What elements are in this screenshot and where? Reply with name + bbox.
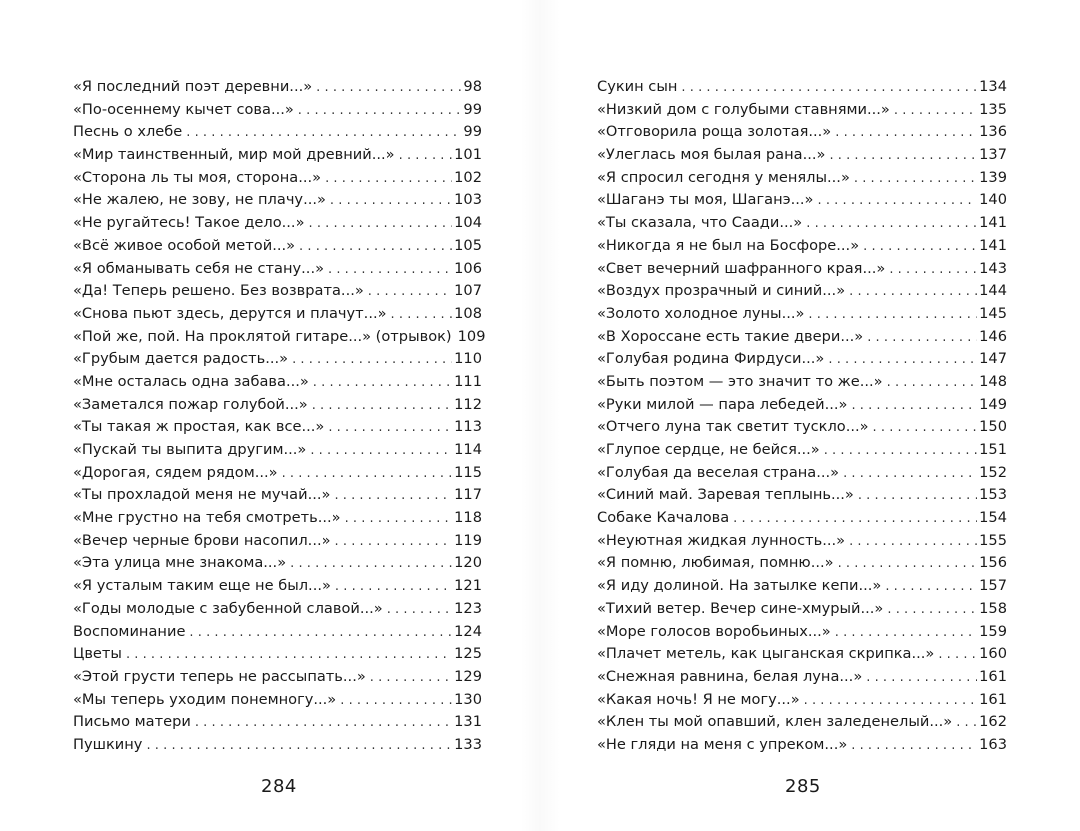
toc-entry-page: 163 xyxy=(979,735,1007,753)
dot-leader xyxy=(824,440,977,463)
dot-leader xyxy=(195,712,452,735)
toc-entry-title: «Да! Теперь решено. Без возврата...» xyxy=(73,282,364,300)
toc-entry-page: 121 xyxy=(454,577,482,595)
toc-entry xyxy=(73,189,482,212)
dot-leader xyxy=(387,599,452,622)
toc-entry xyxy=(597,326,1007,349)
dot-leader xyxy=(189,622,452,645)
toc-entry xyxy=(73,326,486,349)
toc-entry-page: 117 xyxy=(454,486,482,504)
toc-entry xyxy=(597,734,1007,757)
toc-entry-page: 133 xyxy=(454,735,482,753)
toc-entry xyxy=(597,76,1007,99)
toc-entry-page: 113 xyxy=(454,418,482,436)
dot-leader xyxy=(733,508,977,531)
toc-entry-page: 131 xyxy=(454,713,482,731)
toc-entry-title: «Не жалею, не зову, не плачу...» xyxy=(73,191,326,209)
toc-entry xyxy=(597,394,1007,417)
toc-entry-title: «Я иду долиной. На затылке кепи...» xyxy=(597,577,882,595)
toc-entry-title: «Сторона ль ты моя, сторона...» xyxy=(73,168,322,186)
dot-leader xyxy=(804,690,978,713)
toc-entry-title: «Снежная равнина, белая луна...» xyxy=(597,667,863,685)
dot-leader xyxy=(843,463,977,486)
toc-entry-page: 158 xyxy=(979,599,1007,617)
dot-leader xyxy=(126,644,452,667)
toc-entry-title: «Заметался пожар голубой...» xyxy=(73,395,308,413)
toc-entry-title: «Мы теперь уходим понемногу...» xyxy=(73,690,337,708)
toc-entry-page: 119 xyxy=(454,531,482,549)
dot-leader xyxy=(290,553,452,576)
toc-entry xyxy=(73,416,482,439)
toc-entry-title: «По-осеннему кычет сова...» xyxy=(73,100,294,118)
toc-entry-title: «Пускай ты выпита другим...» xyxy=(73,441,307,458)
toc-entry-title: «Этой грусти теперь не рассыпать...» xyxy=(73,667,366,685)
dot-leader xyxy=(873,417,978,440)
toc-entry-page: 148 xyxy=(979,372,1007,390)
toc-entry-title: «Я спросил сегодня у менялы...» xyxy=(597,168,850,186)
toc-entry-page: 106 xyxy=(454,259,482,277)
dot-leader xyxy=(292,349,452,372)
toc-entry xyxy=(73,462,482,485)
toc-entry-page: 139 xyxy=(979,168,1007,186)
toc-entry-title: Письмо матери xyxy=(73,713,191,731)
toc-entry-title: «Плачет метель, как цыганская скрипка...» xyxy=(597,645,935,663)
toc-entry-title: «Грубым дается радость...» xyxy=(73,350,289,368)
toc-entry-page: 102 xyxy=(454,168,482,186)
toc-entry xyxy=(73,598,482,621)
toc-entry xyxy=(597,621,1007,644)
toc-entry xyxy=(597,99,1007,122)
toc-entry xyxy=(73,303,482,326)
toc-entry-title: «Не гляди на меня с упреком...» xyxy=(597,735,848,753)
toc-entry-page: 146 xyxy=(979,327,1007,345)
dot-leader xyxy=(858,485,977,508)
toc-entry-title: «Глупое сердце, не бейся...» xyxy=(597,441,820,458)
toc-entry-title: «Не ругайтесь! Такое дело...» xyxy=(73,214,305,232)
dot-leader xyxy=(309,213,453,236)
toc-entry xyxy=(597,144,1007,167)
dot-leader xyxy=(186,122,461,145)
dot-leader xyxy=(370,667,452,690)
toc-entry xyxy=(597,121,1007,144)
toc-entry-page: 157 xyxy=(979,577,1007,595)
toc-entry-title: «Я усталым таким еще не был...» xyxy=(73,577,331,595)
toc-entry-page: 130 xyxy=(454,690,482,708)
toc-entry-title: Сукин сын xyxy=(597,78,678,95)
dot-leader xyxy=(391,304,453,327)
toc-entry-page: 107 xyxy=(454,282,482,300)
toc-entry xyxy=(597,689,1007,712)
toc-entry-title: «Вечер черные брови насопил...» xyxy=(73,531,331,549)
dot-leader xyxy=(851,395,977,418)
dot-leader xyxy=(863,236,977,259)
toc-entry-title: Песнь о хлебе xyxy=(73,123,183,141)
toc-entry xyxy=(73,530,482,553)
toc-entry xyxy=(597,711,1007,734)
toc-entry-page: 151 xyxy=(979,441,1007,458)
dot-leader xyxy=(849,531,977,554)
toc-entry xyxy=(597,666,1007,689)
toc-entry xyxy=(73,621,482,644)
dot-leader xyxy=(835,122,977,145)
toc-entry-page: 162 xyxy=(979,713,1007,731)
toc-entry-page: 137 xyxy=(979,146,1007,164)
dot-leader xyxy=(938,644,977,667)
toc-entry xyxy=(597,212,1007,235)
toc-entry-title: «Руки милой — пара лебедей...» xyxy=(597,395,848,413)
toc-entry xyxy=(73,348,482,371)
dot-leader xyxy=(330,190,452,213)
toc-entry xyxy=(597,303,1007,326)
toc-entry-page: 161 xyxy=(979,667,1007,685)
toc-entry xyxy=(73,167,482,190)
dot-leader xyxy=(867,327,977,350)
toc-entry-page: 152 xyxy=(979,463,1007,481)
toc-entry xyxy=(73,121,482,144)
toc-entry xyxy=(73,371,482,394)
dot-leader xyxy=(851,735,977,758)
toc-entry xyxy=(597,598,1007,621)
toc-entry-page: 120 xyxy=(454,554,482,572)
toc-entry xyxy=(73,258,482,281)
dot-leader xyxy=(340,690,452,713)
toc-entry xyxy=(597,462,1007,485)
toc-entry xyxy=(73,394,482,417)
toc-entry-page: 141 xyxy=(979,214,1007,232)
toc-entry xyxy=(73,76,482,99)
toc-entry-title: «Мир таинственный, мир мой древний...» xyxy=(73,146,395,164)
toc-entry-title: «Дорогая, сядем рядом...» xyxy=(73,463,278,481)
toc-entry-page: 114 xyxy=(454,441,482,458)
toc-entry-title: Воспоминание xyxy=(73,622,186,640)
toc-entry-title: «Голубая родина Фирдуси...» xyxy=(597,350,825,368)
toc-entry-page: 103 xyxy=(454,191,482,209)
dot-leader xyxy=(345,508,453,531)
right-toc-list xyxy=(597,76,1007,757)
toc-entry xyxy=(597,552,1007,575)
toc-entry-page: 98 xyxy=(463,78,482,95)
toc-entry-title: «Снова пьют здесь, дерутся и плачут...» xyxy=(73,304,387,322)
toc-entry xyxy=(73,734,482,757)
toc-entry-title: Цветы xyxy=(73,645,122,663)
dot-leader xyxy=(889,259,977,282)
toc-entry xyxy=(597,258,1007,281)
toc-entry-title: «Улеглась моя былая рана...» xyxy=(597,146,826,164)
toc-entry-page: 135 xyxy=(979,100,1007,118)
dot-leader xyxy=(887,372,978,395)
toc-entry xyxy=(597,643,1007,666)
dot-leader xyxy=(887,599,977,622)
toc-entry-page: 160 xyxy=(979,645,1007,663)
toc-entry-page: 155 xyxy=(979,531,1007,549)
toc-entry xyxy=(597,484,1007,507)
dot-leader xyxy=(368,281,452,304)
toc-entry xyxy=(597,167,1007,190)
dot-leader xyxy=(299,236,452,259)
toc-entry-title: «Годы молодые с забубенной славой...» xyxy=(73,599,383,617)
toc-entry-title: «В Хороссане есть такие двери...» xyxy=(597,327,864,345)
toc-entry-title: «Ты сказала, что Саади...» xyxy=(597,214,803,232)
toc-entry xyxy=(73,212,482,235)
toc-entry-page: 108 xyxy=(454,304,482,322)
toc-entry-page: 136 xyxy=(979,123,1007,141)
toc-entry-page: 147 xyxy=(979,350,1007,368)
toc-entry-page: 110 xyxy=(454,350,482,368)
toc-entry-title: Пушкину xyxy=(73,735,143,753)
toc-entry-page: 161 xyxy=(979,690,1007,708)
toc-entry xyxy=(597,416,1007,439)
toc-entry-page: 105 xyxy=(454,236,482,254)
dot-leader xyxy=(334,485,452,508)
left-page-number: 284 xyxy=(261,776,297,797)
dot-leader xyxy=(808,304,977,327)
dot-leader xyxy=(313,372,452,395)
toc-entry-title: «Эта улица мне знакома...» xyxy=(73,554,287,572)
toc-entry-title: «Я последний поэт деревни...» xyxy=(73,78,313,95)
dot-leader xyxy=(316,77,461,100)
dot-leader xyxy=(146,735,452,758)
dot-leader xyxy=(681,77,977,100)
toc-entry-title: «Клен ты мой опавший, клен заледенелый...» xyxy=(597,713,953,731)
toc-entry-title: «Ты такая ж простая, как все...» xyxy=(73,418,325,436)
left-toc-list xyxy=(73,76,486,757)
toc-entry xyxy=(73,99,482,122)
dot-leader xyxy=(328,417,452,440)
toc-entry-page: 104 xyxy=(454,214,482,232)
dot-leader xyxy=(310,440,452,463)
toc-entry-page: 153 xyxy=(979,486,1007,504)
dot-leader xyxy=(838,553,978,576)
toc-entry-title: «Золото холодное луны...» xyxy=(597,304,805,322)
dot-leader xyxy=(335,531,453,554)
left-page-contents xyxy=(73,76,486,757)
toc-entry-page: 112 xyxy=(454,395,482,413)
dot-leader xyxy=(399,145,453,168)
toc-entry-title: «Отчего луна так светит тускло...» xyxy=(597,418,869,436)
toc-entry xyxy=(73,484,482,507)
dot-leader xyxy=(894,100,977,123)
dot-leader xyxy=(849,281,977,304)
dot-leader xyxy=(828,349,977,372)
toc-entry xyxy=(597,189,1007,212)
toc-entry-page: 134 xyxy=(979,78,1007,95)
toc-entry-page: 99 xyxy=(463,123,482,141)
toc-entry-title: «Я обманывать себя не стану...» xyxy=(73,259,325,277)
toc-entry xyxy=(73,711,482,734)
toc-entry-title: «Неуютная жидкая лунность...» xyxy=(597,531,846,549)
toc-entry xyxy=(73,507,482,530)
toc-entry-page: 99 xyxy=(463,100,482,118)
toc-entry xyxy=(73,280,482,303)
toc-entry xyxy=(597,371,1007,394)
dot-leader xyxy=(818,190,978,213)
toc-entry-title: «Свет вечерний шафранного края...» xyxy=(597,259,886,277)
toc-entry-page: 159 xyxy=(979,622,1007,640)
toc-entry xyxy=(597,280,1007,303)
toc-entry-title: «Тихий ветер. Вечер сине-хмурый...» xyxy=(597,599,884,617)
toc-entry xyxy=(73,235,482,258)
toc-entry-page: 124 xyxy=(454,622,482,640)
toc-entry-title: «Синий май. Заревая теплынь...» xyxy=(597,486,854,504)
toc-entry-title: «Отговорила роща золотая...» xyxy=(597,123,832,141)
dot-leader xyxy=(956,712,977,735)
toc-entry xyxy=(73,666,482,689)
dot-leader xyxy=(312,395,452,418)
toc-entry-page: 143 xyxy=(979,259,1007,277)
toc-entry-page: 150 xyxy=(979,418,1007,436)
toc-entry-page: 140 xyxy=(979,191,1007,209)
toc-entry-title: «Воздух прозрачный и синий...» xyxy=(597,282,846,300)
toc-entry-page: 141 xyxy=(979,236,1007,254)
toc-entry-page: 156 xyxy=(979,554,1007,572)
toc-entry-page: 109 xyxy=(457,327,486,345)
dot-leader xyxy=(282,463,453,486)
book-gutter xyxy=(520,0,560,831)
toc-entry-title: Собаке Качалова xyxy=(597,509,730,527)
dot-leader xyxy=(806,213,977,236)
dot-leader xyxy=(328,259,452,282)
dot-leader xyxy=(829,145,977,168)
dot-leader xyxy=(298,100,462,123)
toc-entry-page: 125 xyxy=(454,645,482,663)
toc-entry xyxy=(597,575,1007,598)
toc-entry-title: «Я помню, любимая, помню...» xyxy=(597,554,834,572)
toc-entry xyxy=(597,235,1007,258)
dot-leader xyxy=(835,622,977,645)
toc-entry-title: «Никогда я не был на Босфоре...» xyxy=(597,236,860,254)
toc-entry-page: 111 xyxy=(454,372,482,390)
toc-entry-title: «Быть поэтом — это значит то же...» xyxy=(597,372,883,390)
toc-entry xyxy=(73,689,482,712)
right-page-contents xyxy=(597,76,1007,757)
toc-entry-page: 145 xyxy=(979,304,1007,322)
toc-entry-title: «Мне осталась одна забава...» xyxy=(73,372,309,390)
toc-entry-title: «Низкий дом с голубыми ставнями...» xyxy=(597,100,890,118)
toc-entry-page: 129 xyxy=(454,667,482,685)
toc-entry xyxy=(73,439,482,462)
toc-entry xyxy=(73,552,482,575)
toc-entry-title: «Шаганэ ты моя, Шаганэ...» xyxy=(597,191,814,209)
toc-entry-title: «Мне грустно на тебя смотреть...» xyxy=(73,509,341,527)
toc-entry xyxy=(73,144,482,167)
dot-leader xyxy=(885,576,977,599)
toc-entry-title: «Море голосов воробьиных...» xyxy=(597,622,831,640)
toc-entry xyxy=(597,507,1007,530)
dot-leader xyxy=(866,667,977,690)
toc-entry-page: 149 xyxy=(979,395,1007,413)
toc-entry xyxy=(597,348,1007,371)
toc-entry-title: «Какая ночь! Я не могу...» xyxy=(597,690,800,708)
toc-entry-page: 154 xyxy=(979,509,1007,527)
toc-entry-page: 123 xyxy=(454,599,482,617)
dot-leader xyxy=(325,168,452,191)
toc-entry-page: 144 xyxy=(979,282,1007,300)
toc-entry xyxy=(597,439,1007,462)
toc-entry-title: «Голубая да веселая страна...» xyxy=(597,463,840,481)
dot-leader xyxy=(335,576,452,599)
toc-entry-page: 101 xyxy=(454,146,482,164)
right-page-number: 285 xyxy=(785,776,821,797)
toc-entry xyxy=(597,530,1007,553)
toc-entry-title: «Ты прохладой меня не мучай...» xyxy=(73,486,331,504)
toc-entry-page: 115 xyxy=(454,463,482,481)
toc-entry-title: «Пой же, пой. На проклятой гитаре...» (отрывок) xyxy=(73,327,452,345)
toc-entry xyxy=(73,643,482,666)
dot-leader xyxy=(854,168,977,191)
toc-entry-title: «Всё живое особой метой...» xyxy=(73,236,296,254)
toc-entry-page: 118 xyxy=(454,509,482,527)
toc-entry xyxy=(73,575,482,598)
